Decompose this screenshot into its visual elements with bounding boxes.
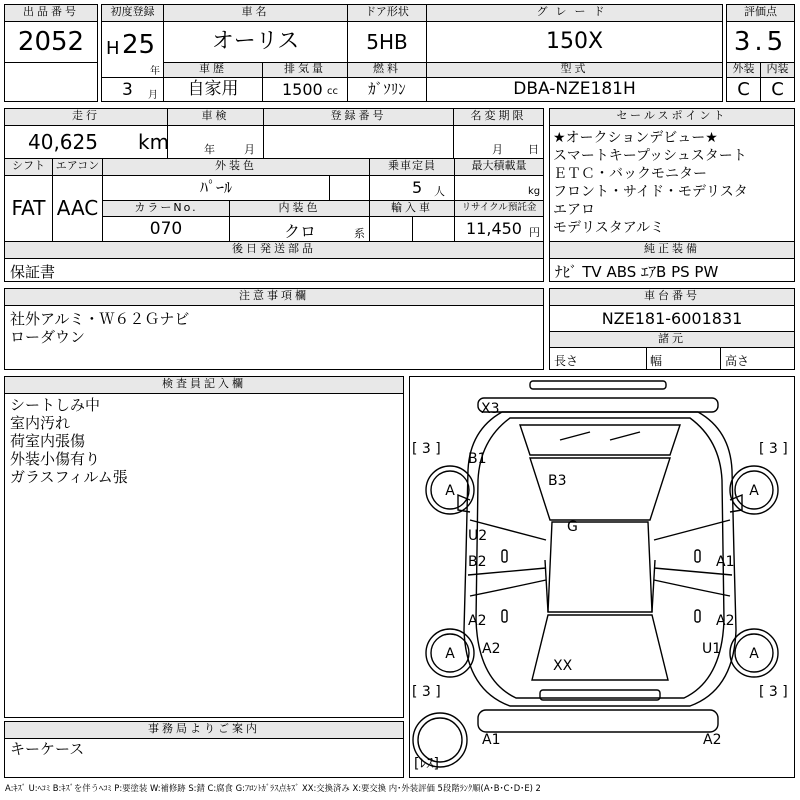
history-label: 車歴 <box>163 62 263 78</box>
spare-tire-label: [ﾚｽ] <box>414 756 439 772</box>
dimensions-label: 諸元 <box>549 331 795 348</box>
damage-mark: A2 <box>482 641 501 657</box>
damage-mark: B1 <box>468 451 487 467</box>
door-value: 5HB <box>347 21 427 63</box>
damage-mark: G <box>567 519 578 535</box>
chassis-label: 車台番号 <box>549 288 795 306</box>
capacity-unit: 人 <box>434 185 445 198</box>
office-value: キーケース <box>10 740 85 758</box>
caution-line: ローダウン <box>10 328 86 346</box>
exterior-label: 外装 <box>726 62 761 78</box>
score-value: 3.5 <box>726 21 795 63</box>
tread-fl: [ 3 ] <box>412 441 441 457</box>
inspector-line: 室内汚れ <box>10 414 71 432</box>
car-name-value: オーリス <box>163 21 348 63</box>
sales-point-line: スマートキープッシュスタート <box>553 148 747 164</box>
sales-point-line: ★オークションデビュー★ <box>553 130 718 146</box>
length-label: 長さ <box>554 354 579 368</box>
damage-mark: A2 <box>703 732 722 748</box>
year-value: 25 <box>122 30 156 60</box>
cautions-box <box>4 305 544 370</box>
car-name-label: 車名 <box>163 4 348 22</box>
max-load-label: 最大積載量 <box>454 158 544 176</box>
ac-value: AAC <box>52 175 103 242</box>
reg-no-cell <box>263 125 454 159</box>
inspector-label: 検査員記入欄 <box>4 376 404 394</box>
recycle-value: 11,450 <box>466 219 522 238</box>
model-value: DBA-NZE181H <box>426 77 723 102</box>
inspector-line: シートしみ中 <box>10 396 101 414</box>
reg-no-label: 登録番号 <box>263 108 454 126</box>
damage-mark: U1 <box>702 641 722 657</box>
sales-point-line: フロント・サイド・モデリスタ <box>553 184 748 200</box>
month-value: 3 <box>122 80 133 100</box>
ext-color-label: 外装色 <box>102 158 370 176</box>
tread-fr: [ 3 ] <box>759 441 788 457</box>
shift-label: シフト <box>4 158 53 176</box>
car-diagram <box>409 376 795 778</box>
damage-mark: B2 <box>468 554 487 570</box>
tire-fl-grade: A <box>445 483 455 499</box>
score-label: 評価点 <box>726 4 795 22</box>
office-box <box>4 738 404 778</box>
door-label: ドア形状 <box>347 4 427 22</box>
grade-value: 150X <box>426 21 723 63</box>
color-no-value: 070 <box>102 216 230 242</box>
sales-point-line: モデリスタアルミ <box>553 220 665 236</box>
displacement-value: 1500 <box>282 80 323 99</box>
lot-no-blank <box>4 62 98 102</box>
damage-legend: A:ｷｽﾞ U:ﾍｺﾐ B:ｷｽﾞを伴うﾍｺﾐ P:要塗装 W:補修跡 S:錆 C:腐食 G:ﾌﾛﾝﾄｶﾞﾗｽ点ｷｽﾞ XX:交換済み X:要交換 内･外装評価 5段階ﾗﾝｸ順(A･B･C･D･E) 2 <box>5 783 541 793</box>
inspection-year-unit: 年 <box>204 143 215 156</box>
name-change-label: 名変期限 <box>453 108 544 126</box>
tread-rr: [ 3 ] <box>759 684 788 700</box>
import-cell-b <box>412 216 455 242</box>
import-label: 輸入車 <box>369 200 455 217</box>
later-parts-label: 後日発送部品 <box>4 241 544 259</box>
tire-rl-grade: A <box>445 646 455 662</box>
inspector-line: ガラスフィルム張 <box>10 468 128 486</box>
int-color-suffix: 系 <box>354 227 365 240</box>
grade-label: グレード <box>426 4 723 22</box>
capacity-value: 5 <box>412 178 423 197</box>
ext-color-value: ﾊﾟｰﾙ <box>102 175 330 201</box>
displacement-unit: cc <box>327 86 338 97</box>
equipment-value: ﾅﾋﾞ TV ABS ｴｱB PS PW <box>555 263 719 281</box>
damage-mark: A2 <box>716 613 735 629</box>
recycle-label: リサイクル預託金 <box>454 200 544 217</box>
fuel-value: ｶﾞｿﾘﾝ <box>347 77 427 102</box>
era-value: H <box>106 38 120 59</box>
chassis-value: NZE181-6001831 <box>549 305 795 332</box>
inspection-label: 車検 <box>167 108 264 126</box>
recycle-unit: 円 <box>529 226 540 239</box>
displacement-label: 排気量 <box>262 62 348 78</box>
sales-points-label: セールスポイント <box>549 108 795 126</box>
int-color-value: クロ <box>284 222 317 241</box>
width-label: 幅 <box>650 354 663 368</box>
tread-rl: [ 3 ] <box>412 684 441 700</box>
caution-line: 社外アルミ・Ｗ６２Ｇナビ <box>10 310 190 328</box>
ac-label: エアコン <box>52 158 103 176</box>
damage-mark: B3 <box>548 473 567 489</box>
damage-mark: A1 <box>716 554 735 570</box>
max-load-unit: kg <box>528 186 541 197</box>
sales-point-line: ＥＴＣ・バックモニター <box>553 166 707 182</box>
mileage-value: 40,625 <box>28 130 98 154</box>
tire-rr-grade: A <box>749 646 759 662</box>
later-parts-value: 保証書 <box>10 263 56 281</box>
inspector-line: 荷室内張傷 <box>10 432 86 450</box>
damage-mark: X3 <box>481 401 500 417</box>
history-value: 自家用 <box>163 77 263 102</box>
damage-mark: A2 <box>468 613 487 629</box>
shift-value: FAT <box>4 175 53 242</box>
inspector-line: 外装小傷有り <box>10 450 101 468</box>
mileage-label: 走行 <box>4 108 168 126</box>
interior-label: 内装 <box>760 62 795 78</box>
damage-mark: A1 <box>482 732 501 748</box>
fuel-label: 燃料 <box>347 62 427 78</box>
office-label: 事務局よりご案内 <box>4 721 404 739</box>
damage-mark: XX <box>553 658 573 674</box>
year-unit: 年 <box>150 66 160 77</box>
damage-mark: U2 <box>468 528 488 544</box>
equipment-label: 純正装備 <box>549 241 795 259</box>
int-color-label: 内装色 <box>229 200 370 217</box>
name-change-month-unit: 月 <box>492 143 503 156</box>
model-label: 型式 <box>426 62 723 78</box>
sales-point-line: エアロ <box>553 202 595 218</box>
lot-no-label: 出品番号 <box>4 4 98 22</box>
cautions-label: 注意事項欄 <box>4 288 544 306</box>
inspection-month-unit: 月 <box>244 143 255 156</box>
interior-value: C <box>760 77 795 102</box>
inspector-box <box>4 393 404 718</box>
sales-points-box <box>549 125 795 242</box>
month-unit: 月 <box>148 90 158 101</box>
ext-color-blank <box>329 175 370 201</box>
color-no-label: カラーNo. <box>102 200 230 217</box>
import-cell-a <box>369 216 413 242</box>
later-parts-cell <box>4 258 544 282</box>
capacity-label: 乗車定員 <box>369 158 455 176</box>
name-change-day-unit: 日 <box>528 143 539 156</box>
mileage-unit: km <box>138 130 170 154</box>
tire-fr-grade: A <box>749 483 759 499</box>
exterior-value: C <box>726 77 761 102</box>
height-label: 高さ <box>725 354 750 368</box>
lot-no-value: 2052 <box>4 21 98 63</box>
first-reg-label: 初度登録 <box>101 4 164 22</box>
